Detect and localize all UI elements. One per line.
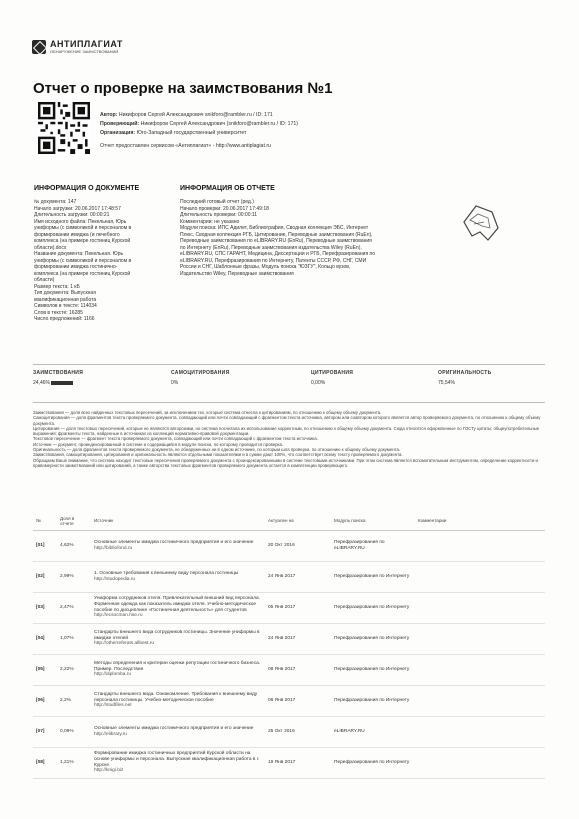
orig-label: ОРИГИНАЛЬНОСТЬ <box>438 370 492 376</box>
table-row <box>33 685 545 716</box>
checker-value: Никифоров Сергей Александрович (snikforo@rambler.ru / ID: 171) <box>140 121 298 127</box>
row-module: Перефразирования по Интернету <box>331 623 415 654</box>
doc-info-line: Число предложений: 1166 <box>34 316 95 322</box>
source-title: Стандарты внешнего вида. Ознакомление. Требования к внешнему виду персонала гостиницы. Учебно-методическое пособие <box>94 691 258 703</box>
row-module: eLIBRARY.RU <box>331 716 415 747</box>
author-label: Автор: <box>100 112 118 118</box>
doc-info-list <box>34 199 164 323</box>
row-share: 0,09% <box>57 716 91 747</box>
row-source <box>91 716 265 747</box>
divider-mid <box>33 402 545 403</box>
source-title: Основные элементы имиджа гостиничного предприятия и его значение <box>94 725 254 731</box>
table-row <box>33 623 545 654</box>
source-link[interactable]: http://knigi.biz <box>94 768 124 774</box>
summary-self <box>171 370 291 386</box>
doc-info-line: № документа: 147 <box>34 199 77 205</box>
header-module: Модуль поиска <box>331 512 415 530</box>
table-row <box>33 747 545 778</box>
definition-paragraph: Заимствования — доля всех найденных текстовых пересечений, за исключением тех, которые система отнесла к цитированиям, по отношению к общему объему документа. <box>33 410 382 415</box>
row-source <box>91 747 265 778</box>
row-comment <box>415 592 545 623</box>
doc-info-line: квалификационная работа <box>34 296 97 303</box>
row-date: 08 Янв 2017 <box>265 685 331 716</box>
row-module: Перефразирования по eLIBRARY.RU <box>331 530 415 561</box>
source-title: Основные элементы имиджа гостиничного предприятия и его значение <box>94 539 254 545</box>
table-row <box>33 592 545 623</box>
report-meta <box>100 111 540 151</box>
row-num: [04] <box>33 623 57 654</box>
row-num: [02] <box>33 561 57 592</box>
source-title: Униформа сотрудников отеля. Привлекательный внешний вид персонала. Форменная одежда как показатель имиджа отеля. Учебно-методическое пособие по дисциплине «Гостиничная деятельность» для студентов <box>94 595 261 613</box>
row-module: Перефразирования по Интернету <box>331 561 415 592</box>
row-comment <box>415 530 545 561</box>
report-info-line: Длительность проверки: 00:00:11 <box>180 212 258 218</box>
logo-name: АНТИПЛАГИАТ <box>50 39 123 49</box>
table-header <box>33 512 545 530</box>
row-comment <box>415 623 545 654</box>
org-label: Организация: <box>100 130 136 136</box>
checker-row <box>100 120 540 129</box>
row-comment <box>415 685 545 716</box>
self-value: 0% <box>171 380 179 386</box>
summary-cite <box>311 370 431 386</box>
header-comments: Комментарии <box>415 512 545 530</box>
author-row <box>100 111 540 120</box>
cite-label: ЦИТИРОВАНИЯ <box>311 370 354 376</box>
source-link[interactable]: http://bibliofond.ru <box>94 545 133 551</box>
row-module: Перефразирования по Интернету <box>331 747 415 778</box>
source-link[interactable]: http://elibrary.ru <box>94 731 127 737</box>
row-num: [07] <box>33 716 57 747</box>
source-link[interactable]: http://studopedia.ru <box>94 576 136 582</box>
row-source <box>91 592 265 623</box>
report-info-list <box>180 199 435 277</box>
row-comment <box>415 747 545 778</box>
source-title: Стандарты внешнего вида сотрудников гостиницы. Значение униформы в имидже отелей <box>94 629 260 641</box>
summary-orig <box>438 370 558 386</box>
author-value: Никифоров Сергей Александрович snikforo@rambler.ru / ID: 171 <box>118 112 273 118</box>
source-link[interactable]: http://diplomba.ru <box>94 672 132 678</box>
divider-top <box>33 364 545 365</box>
row-module: Перефразирования по Интернету <box>331 592 415 623</box>
doc-info-line: комплекса (на примере гостиниц Курской <box>34 238 131 244</box>
row-share: 2,2% <box>57 685 91 716</box>
row-source <box>91 685 265 716</box>
row-date: 08 Янв 2017 <box>265 654 331 685</box>
doc-info-line: униформы (с символикой и персоналом в <box>34 225 132 231</box>
row-comment <box>415 561 545 592</box>
report-info-line: Последний готовый отчет (ред.) <box>180 199 254 205</box>
definition-paragraph: Источник — документ, проиндексированный в системе и содержащийся в модуле поиска, по которому проводится проверка. <box>33 441 284 447</box>
report-info-line: eLIBRARY.RU, Перефразирования по Интернету, Патенты СССР, РФ, СНГ, СМИ <box>180 257 367 264</box>
service-link[interactable]: Отчет предоставлен сервисом «Антиплагиат» - http://www.antiplagiat.ru <box>100 143 271 149</box>
report-info-heading: ИНФОРМАЦИЯ ОБ ОТЧЕТЕ <box>180 185 275 192</box>
row-share: 2,99% <box>57 561 91 592</box>
row-share: 4,62% <box>57 530 91 561</box>
doc-info-heading: ИНФОРМАЦИЯ О ДОКУМЕНТЕ <box>34 185 140 192</box>
header-source: Источник <box>91 512 265 530</box>
doc-info-line: Длительность загрузки: 00:00:21 <box>34 212 110 218</box>
antiplagiat-logo <box>32 40 123 54</box>
report-info-line: Переводные заимствования по eLIBRARY.RU (EnRu), Переводные заимствования <box>180 238 372 244</box>
row-num: [03] <box>33 592 57 623</box>
doc-info-line: области).docx <box>34 244 67 251</box>
row-num: [05] <box>33 654 57 685</box>
row-date: 19 Янв 2017 <box>265 747 331 778</box>
doc-info-line: униформы (с символикой и персоналом в <box>34 257 132 264</box>
report-info-line: Издательство Wiley, Переводные заимствования <box>180 270 294 277</box>
sources-table <box>33 512 545 779</box>
row-share: 2,22% <box>57 654 91 685</box>
antiplagiat-logo-icon <box>32 40 46 54</box>
doc-info-line: комплекса (на примере гостиниц Курской <box>34 270 131 277</box>
row-date: 05 Янв 2017 <box>265 592 331 623</box>
table-row <box>33 654 545 685</box>
source-link[interactable]: http://studfiles.net <box>94 703 132 709</box>
doc-info-line: формировании имиджа гостинично- <box>34 264 118 270</box>
row-module: Перефразирования по Интернету <box>331 654 415 685</box>
report-info-line: Плюс, Сводная коллекция РГБ, Цитирование, Переводные заимствования (RuEn), <box>180 231 373 238</box>
row-share: 2,47% <box>57 592 91 623</box>
definitions-text <box>33 410 548 468</box>
doc-info-line: Слов в тексте: 16285 <box>34 309 83 316</box>
doc-info-line: формировании имиджа (и лечебного <box>34 231 120 238</box>
doc-info-line: Название документа: Пекельная. Юрь <box>34 251 124 257</box>
qr-code-icon <box>38 102 90 154</box>
definition-paragraph: Цитирования — доля текстовых пересечений, которые не являются авторскими, но система посчитала их использование корректным, по отношению к общему объему документа. Сюда относятся оформленные по ГОСТу цитаты; общеупотребительные выражения; фрагменты текста, найденные в источниках из коллекций нормативно-правовой документации. <box>33 425 540 437</box>
row-source <box>91 623 265 654</box>
source-title: 1. Основные требования к внешнему виду персонала гостиницы <box>94 570 239 576</box>
table-row <box>33 716 545 747</box>
doc-info-line: Размер текста: 1 кБ <box>34 283 80 290</box>
row-source <box>91 530 265 561</box>
org-value: Юго-Западный государственный университет <box>136 130 247 136</box>
report-title: Отчет о проверке на заимствования №1 <box>33 80 333 97</box>
row-share: 1,07% <box>57 623 91 654</box>
row-comment <box>415 654 545 685</box>
report-info-line: Начало проверки: 20.06.2017 17:49:18 <box>180 205 269 212</box>
org-row <box>100 129 540 138</box>
report-info-line: eLIBRARY.RU, СПС ГАРАНТ, Медицина, Диссертации и РГБ, Перефразирования по <box>180 251 376 257</box>
cite-value: 0,00% <box>311 380 326 386</box>
row-date: 24 Янв 2017 <box>265 561 331 592</box>
row-share: 1,21% <box>57 747 91 778</box>
row-source <box>91 561 265 592</box>
row-date: 20 Окт 2016 <box>265 530 331 561</box>
self-label: САМОЦИТИРОВАНИЯ <box>171 370 230 376</box>
definition-paragraph: Текстовое пересечение — фрагмент текста проверяемого документа, совпадающий или почти совпадающий с фрагментом текста источника. <box>33 436 318 442</box>
report-info-line: России и СНГ, Шаблонные фразы, Модуль поиска "ЮЗГУ", Кольцо вузов, <box>180 264 351 270</box>
borrow-label: ЗАИМСТВОВАНИЯ <box>33 370 84 376</box>
row-module: Перефразирования по Интернету <box>331 685 415 716</box>
row-num: [08] <box>33 747 57 778</box>
source-title: Методы определения и критерии оценки репутации гостиничного бизнеса. Пример. Последствия <box>94 660 261 672</box>
borrow-value: 24,46% <box>33 380 50 386</box>
doc-info-line: Символов в тексте: 114034 <box>34 303 97 309</box>
table-row <box>33 530 545 561</box>
row-num: [01] <box>33 530 57 561</box>
row-num: [06] <box>33 685 57 716</box>
definition-paragraph: Обращаем Ваше внимание, что система находит текстовые пересечения проверяемого документа с проиндексированными в системе текстовыми источниками. При этом система является вспомогательным инструментом, определение корректности и правомерности заимствований или цитирований, а также авторства текстовых фрагментов проверяемого документа остается в компетенции проверяющего. <box>33 457 538 468</box>
source-title: Формирование имиджа гостиничных предприятий Курской области на основе униформы и персонала. Выпускная квалификационная работа в г. Курске <box>94 750 260 768</box>
source-link[interactable]: http://otherreferats.allbest.ru <box>94 641 154 647</box>
summary-borrow <box>33 370 153 386</box>
header-date: Актуален на <box>265 512 331 530</box>
report-info-line: по Интернету (EnRu), Переводные заимствования издательства Wiley (RuEn), <box>180 244 362 251</box>
definition-paragraph: Оригинальность — доля фрагментов текста проверяемого документа, не обнаруженных ни в одном источнике, по которым шла проверка, по отношению к общему объему документа. <box>33 447 401 453</box>
definition-paragraph: Самоцитирования — доля фрагментов текста проверяемого документа, совпадающий или почти совпадающий с фрагментом текста источника, автором или соавтором которого является автор проверяемого документа, по отношению к общему объему документа. <box>33 415 541 426</box>
doc-info-line: Начало загрузки: 20.06.2017 17:48:57 <box>34 205 121 212</box>
checker-label: Проверяющий: <box>100 121 140 127</box>
row-date: 25 Окт 2016 <box>265 716 331 747</box>
row-source <box>91 654 265 685</box>
row-date: 24 Янв 2017 <box>265 623 331 654</box>
doc-info-line: области) <box>34 277 55 283</box>
source-link[interactable]: http://ecsocman.hse.ru <box>94 613 143 619</box>
report-info-line: Комментарии: не указано <box>180 218 240 225</box>
borrow-bar <box>51 381 73 385</box>
logo-tagline: ОБНАРУЖЕНИЕ ЗАИМСТВОВАНИЙ <box>50 49 119 54</box>
row-comment <box>415 716 545 747</box>
table-row <box>33 561 545 592</box>
header-pct: Доля в отчете <box>57 512 91 530</box>
header-num: № <box>33 512 57 530</box>
definition-paragraph: Заимствования, самоцитирования, цитирования и оригинальность являются отдельными показателями и в сумме дают 100%, что соответствует всему тексту проверяемого документа. <box>33 452 403 458</box>
report-info-line: Модули поиска: ИПС Адилет, Библиография, Сводная коллекция ЭБС, Интернет <box>180 225 369 231</box>
doc-info-line: Имя исходного файла: Пекельная, Юрь <box>34 218 127 225</box>
doc-info-line: Тип документа: Выпускная <box>34 290 96 296</box>
orig-value: 75,54% <box>438 380 455 386</box>
signature-stamp-icon <box>458 200 502 260</box>
